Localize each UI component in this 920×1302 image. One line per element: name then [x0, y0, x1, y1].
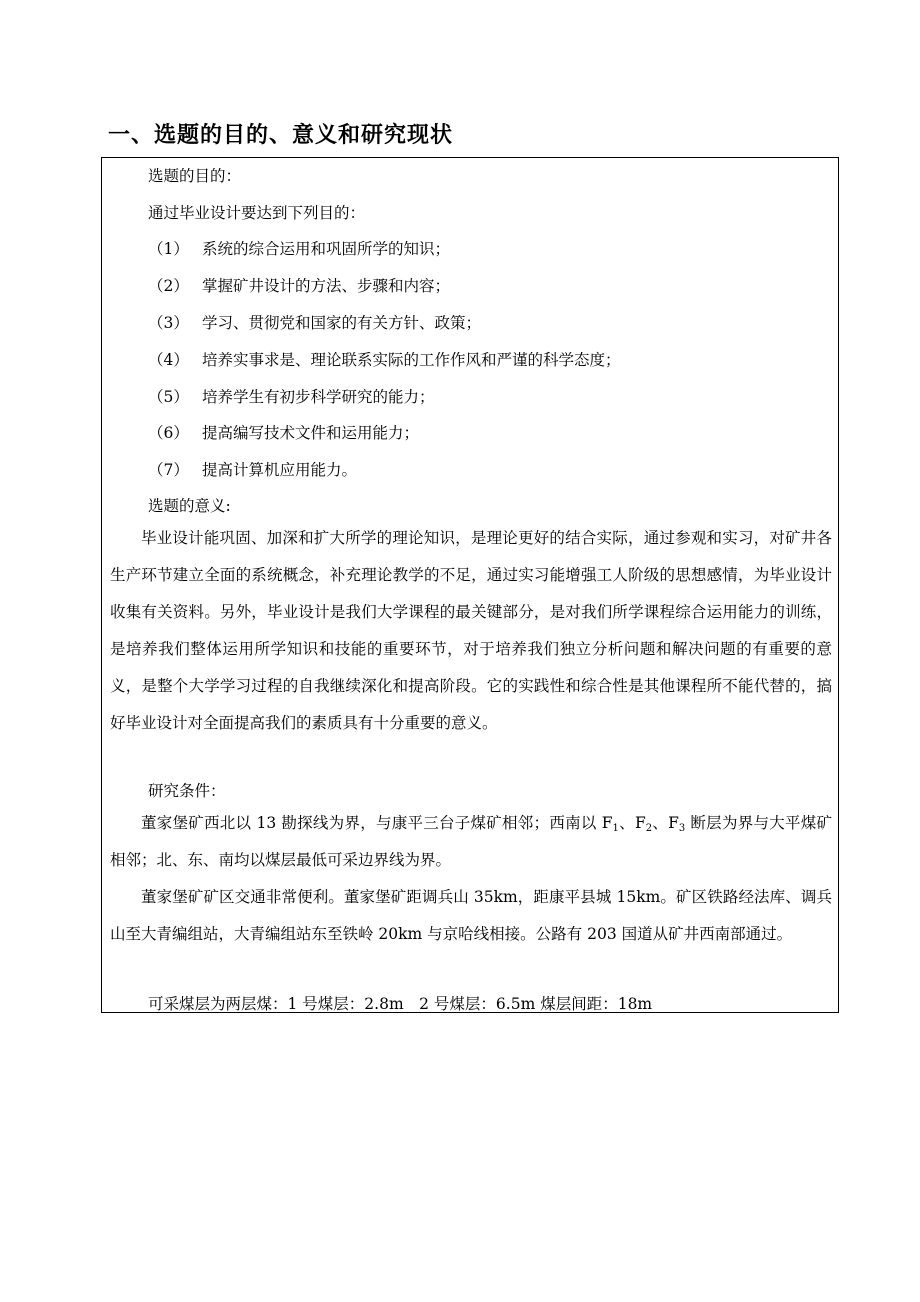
item-number: （4） — [148, 351, 189, 369]
fault-subscript-3: 3 — [678, 823, 686, 834]
conditions-heading: 研究条件： — [148, 782, 226, 800]
purpose-item-6 — [148, 423, 419, 443]
item-number: （5） — [148, 388, 189, 406]
purpose-item-1 — [148, 239, 450, 259]
item-number: （7） — [148, 461, 189, 479]
content-box — [101, 157, 839, 1013]
significance-heading: 选题的意义: — [148, 497, 231, 515]
purpose-heading: 选题的目的： — [148, 167, 242, 185]
coal-seams-line: 可采煤层为两层煤：1 号煤层：2.8m 2 号煤层：6.5m 煤层间距：18m — [148, 995, 653, 1013]
item-text: 学习、贯彻党和国家的有关方针、政策； — [202, 314, 482, 332]
boundary-sep-2: 、F — [652, 814, 679, 832]
item-text: 培养学生有初步科学研究的能力； — [202, 388, 435, 406]
purpose-item-2 — [148, 276, 450, 296]
item-text: 掌握矿井设计的方法、步骤和内容； — [202, 277, 451, 295]
item-number: （3） — [148, 314, 189, 332]
purpose-item-7 — [148, 460, 357, 480]
item-number: （1） — [148, 240, 189, 258]
item-text: 提高编写技术文件和运用能力； — [202, 424, 420, 442]
section-title: 一、选题的目的、意义和研究现状 — [108, 123, 454, 148]
purpose-intro: 通过毕业设计要达到下列目的： — [148, 204, 366, 222]
item-text: 提高计算机应用能力。 — [202, 461, 358, 479]
boundary-text-1: 董家堡矿西北以 13 勘探线为界，与康平三台子煤矿相邻；西南以 F — [141, 814, 613, 832]
significance-paragraph: 毕业设计能巩固、加深和扩大所学的理论知识，是理论更好的结合实际，通过参观和实习，对矿井各生产环节建立全面的系统概念，补充理论教学的不足，通过实习能增强工人阶级的思想感情，为毕业设计收集有关资料。另外，毕业设计是我们大学课程的最关键部分，是对我们所学课程综合运用能力的训练，是培养我们整体运用所学知识和技能的重要环节，对于培养我们独立分析问题和解决问题的有重要的意义，是整个大学学习过程的自我继续深化和提高阶段。它的实践性和综合性是其他课程所不能代替的，搞好毕业设计对全面提高我们的素质具有十分重要的意义。 — [110, 529, 832, 732]
purpose-item-5 — [148, 387, 435, 407]
fault-subscript-1: 1 — [612, 823, 619, 834]
traffic-paragraph: 董家堡矿矿区交通非常便利。董家堡矿距调兵山 35km，距康平县城 15km。矿区铁路经法库、调兵山至大青编组站，大青编组站东至铁岭 20km 与京哈线相接。公路有 203 国道从矿井西南部通过。 — [110, 888, 832, 943]
fault-subscript-2: 2 — [645, 823, 653, 834]
item-number: （6） — [148, 424, 189, 442]
item-text: 培养实事求是、理论联系实际的工作作风和严谨的科学态度； — [202, 351, 621, 369]
boundary-paragraph — [110, 805, 832, 879]
purpose-item-4 — [148, 350, 621, 370]
item-text: 系统的综合运用和巩固所学的知识； — [202, 240, 451, 258]
item-number: （2） — [148, 277, 189, 295]
boundary-sep-1: 、F — [618, 814, 646, 832]
boundary-text-2: 断层为界与大平煤矿相邻；北、东、南均以煤层最低可采边界线为界。 — [110, 814, 832, 869]
purpose-item-3 — [148, 313, 481, 333]
